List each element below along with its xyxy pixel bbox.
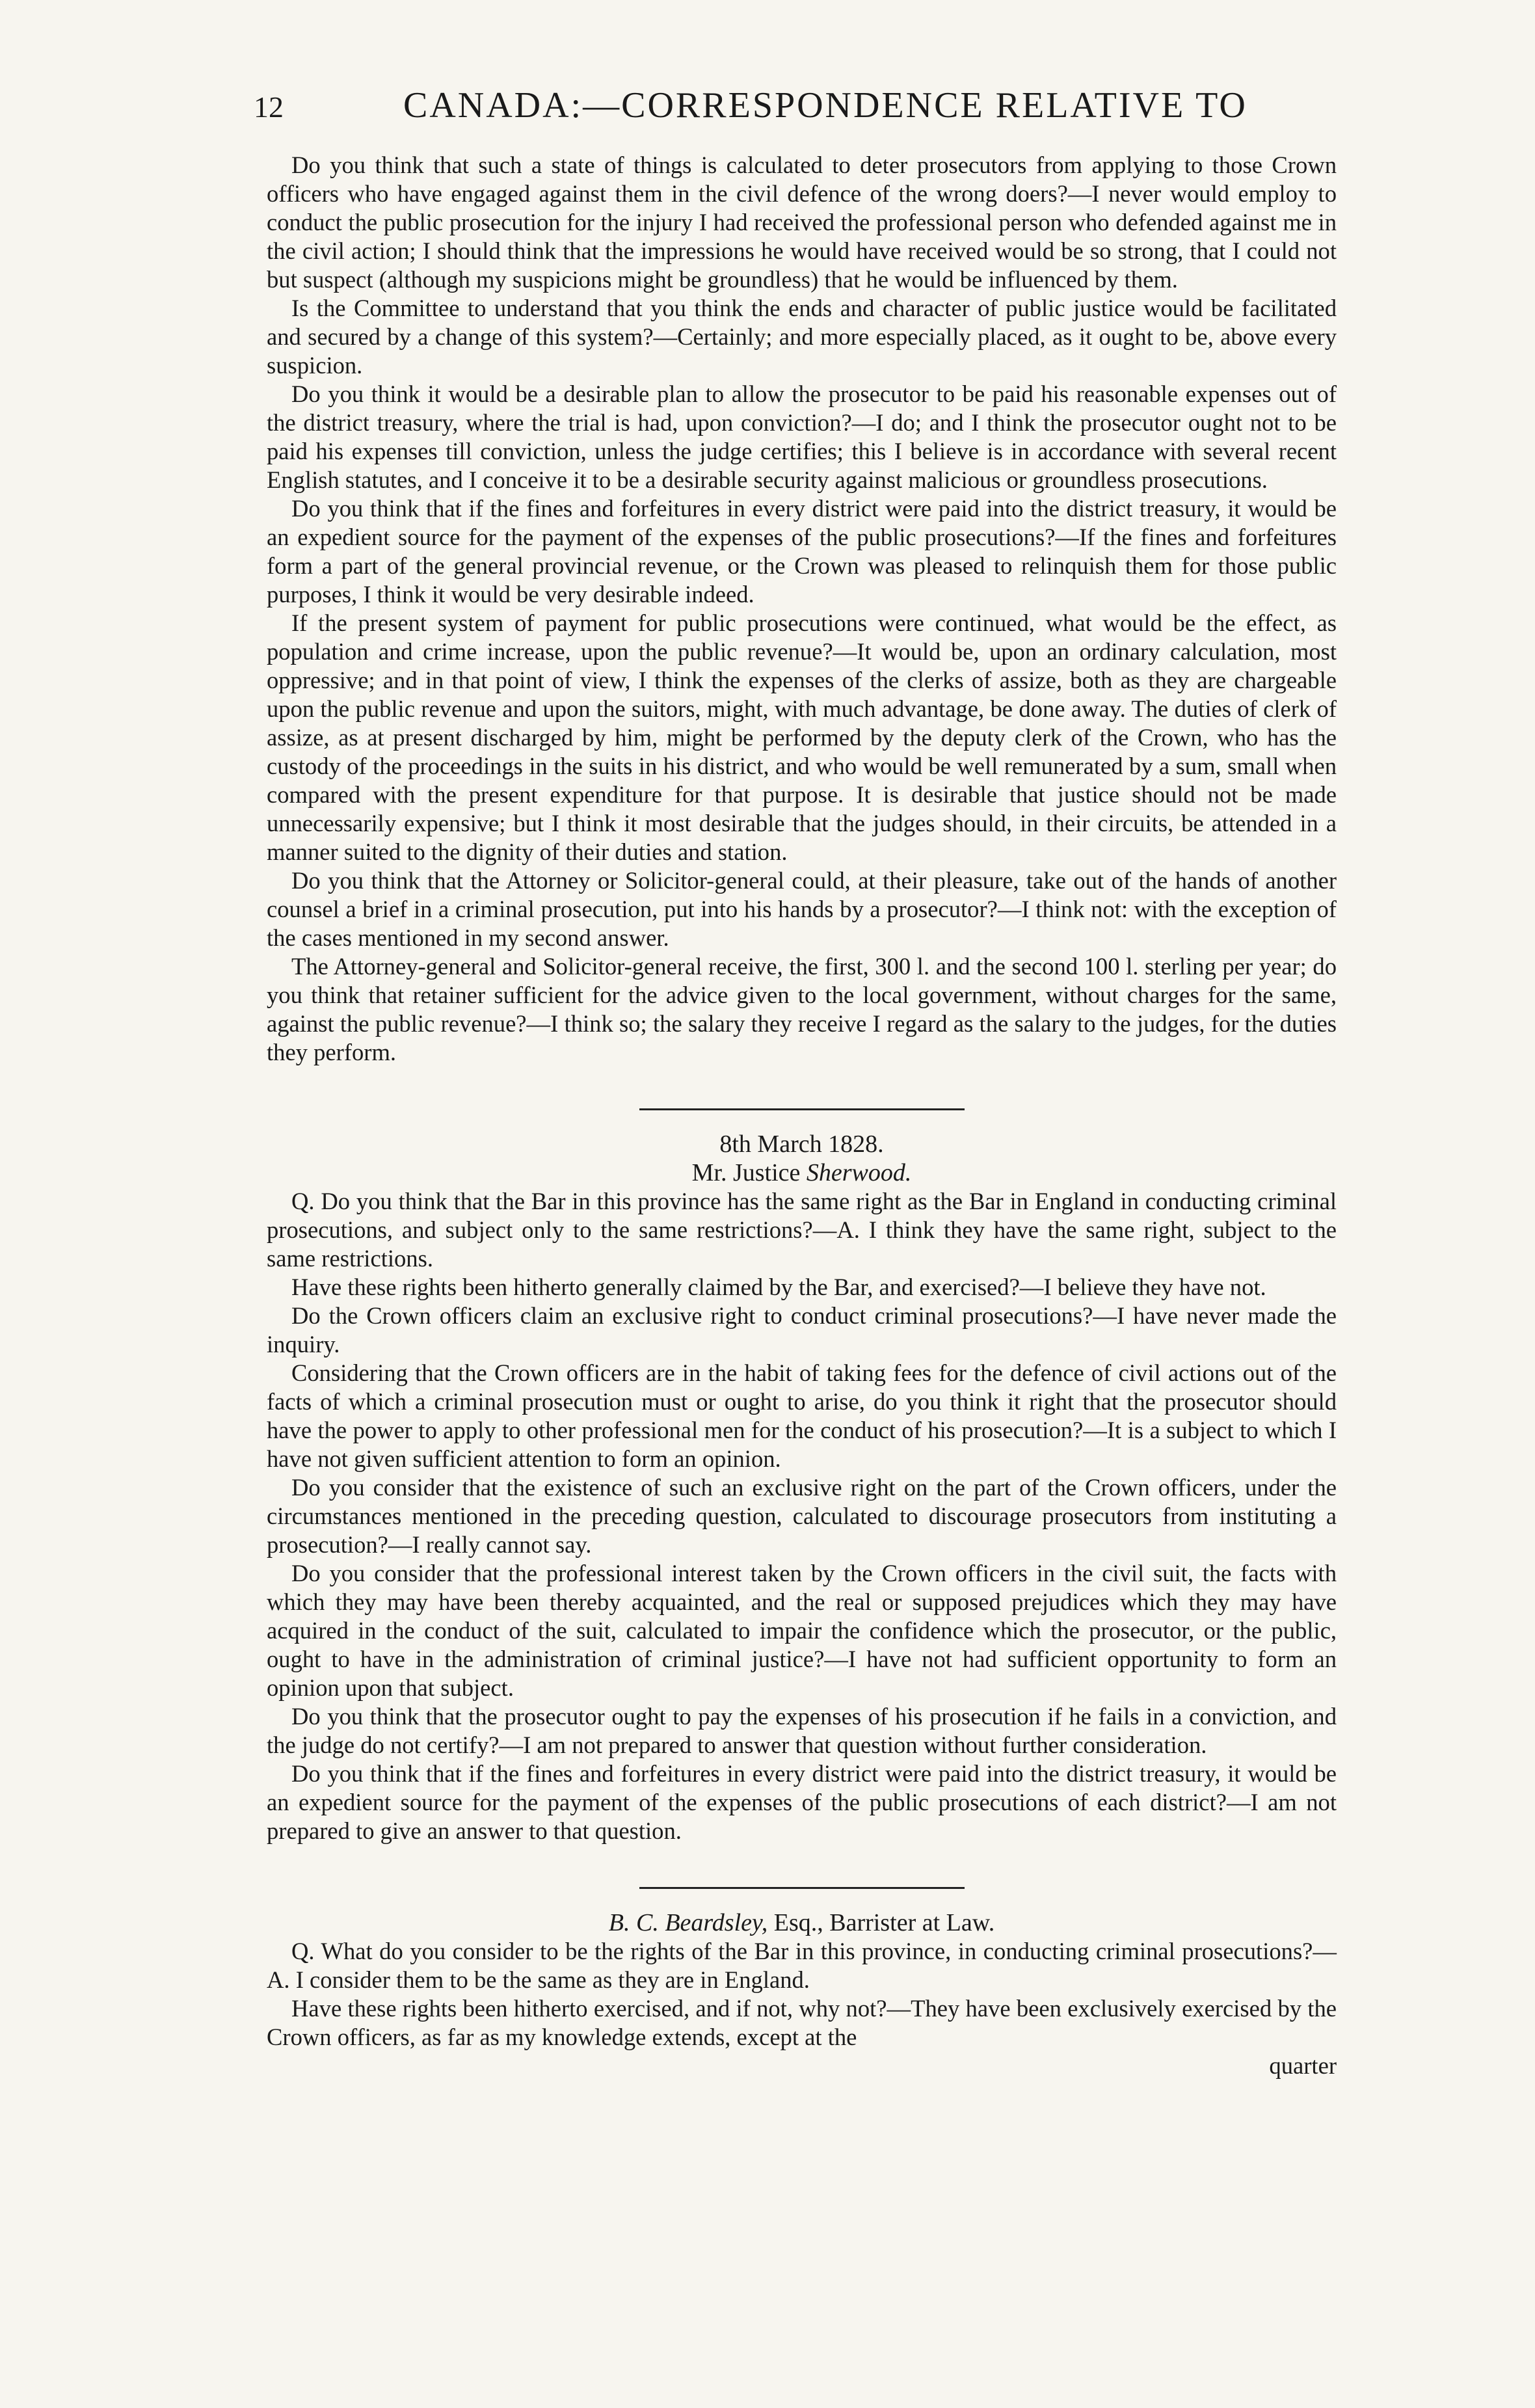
catchword: quarter (1269, 2052, 1337, 2079)
section-testimony-2 (267, 1130, 1337, 1845)
paragraph: Considering that the Crown officers are in the habit of taking fees for the defence of civil actions out of the facts of which a criminal prosecution must or ought to arise, do you think it right that the prosecutor should have the power to apply to other professional men for the conduct of his prosecution?—It is a subject to which I have not given sufficient attention to form an opinion. (267, 1359, 1337, 1472)
section-divider (639, 1887, 965, 1889)
testimony-date: 8th March 1828. (719, 1130, 884, 1158)
witness-heading (267, 1908, 1337, 1937)
paragraph: Q. Do you think that the Bar in this province has the same right as the Bar in England in conducting criminal prosecutions, and subject only to the same restrictions?—A. I think they have the same right, subject to the same restrictions. (267, 1188, 1337, 1272)
witness-title: Mr. Justice (691, 1159, 801, 1186)
section-testimony-1 (267, 151, 1337, 1067)
paragraph: Do you think it would be a desirable plan to allow the prosecutor to be paid his reasonable expenses out of the district treasury, where the trial is had, upon conviction?—I do; and I think the prosecutor ought not to be paid his expenses till conviction, unless the judge certifies; this I believe is in accordance with several recent English statutes, and I conceive it to be a desirable security against malicious or groundless prosecutions. (267, 381, 1337, 493)
page-header (254, 85, 1333, 137)
witness-name: Sherwood. (806, 1159, 912, 1186)
paragraph: Have these rights been hitherto exercised, and if not, why not?—They have been exclusively exercised by the Crown officers, as far as my knowledge extends, except at the (267, 1995, 1337, 2050)
witness-title: Esq., Barrister at Law. (773, 1909, 995, 1936)
paragraph: Do you think that if the fines and forfeitures in every district were paid into the district treasury, it would be an expedient source for the payment of the expenses of the public prosecutions?—If the fines and forfeitures form a part of the general provincial revenue, or the Crown was pleased to relinquish them for those public purposes, I think it would be very desirable indeed. (267, 495, 1337, 608)
witness-name: B. C. Beardsley, (608, 1909, 768, 1936)
section-testimony-3 (267, 1908, 1337, 2080)
page-body (267, 151, 1337, 2080)
paragraph: Do you consider that the professional interest taken by the Crown officers in the civil suit, the facts with which they may have been thereby acquainted, and the real or supposed prejudices which they may have acquired in the conduct of the suit, calculated to impair the confidence which the prosecutor, or the public, ought to have in the administration of criminal justice?—I have not had sufficient opportunity to form an opinion upon that subject. (267, 1560, 1337, 1701)
paragraph: Do you think that if the fines and forfeitures in every district were paid into the district treasury, it would be an expedient source for the payment of the expenses of the public prosecutions of each district?—I am not prepared to give an answer to that question. (267, 1760, 1337, 1844)
paragraph: If the present system of payment for public prosecutions were continued, what would be the effect, as population and crime increase, upon the public revenue?—It would be, upon an ordinary calculation, most oppressive; and in that point of view, I think the expenses of the clerks of assize, both as they are chargeable upon the public revenue and upon the suitors, might, with much advantage, be done away. The duties of clerk of assize, as at present discharged by him, might be performed by the deputy clerk of the Crown, who has the custody of the proceedings in the suits in his district, and who would be well remunerated by a sum, small when compared with the present expenditure for that purpose. It is desirable that justice should not be made unnecessarily expensive; but I think it most desirable that the judges should, in their circuits, be attended in a manner suited to the dignity of their duties and station. (267, 609, 1337, 865)
paragraph: Do you think that the prosecutor ought to pay the expenses of his prosecution if he fails in a conviction, and the judge do not certify?—I am not prepared to answer that question without further consideration. (267, 1703, 1337, 1758)
running-head: CANADA:—CORRESPONDENCE RELATIVE TO (403, 85, 1248, 126)
paragraph: Have these rights been hitherto generally claimed by the Bar, and exercised?—I believe they have not. (291, 1274, 1266, 1300)
paragraph: Do you think that such a state of things is calculated to deter prosecutors from applying to those Crown officers who have engaged against them in the civil defence of the wrong doers?—I never would employ to conduct the public prosecution for the injury I had received the professional person who defended against me in the civil action; I should think that the impressions he would have received would be so strong, that I could not but suspect (although my suspicions might be groundless) that he would be influenced by them. (267, 152, 1337, 293)
paragraph: Do you think that the Attorney or Solicitor-general could, at their pleasure, take out of the hands of another counsel a brief in a criminal prosecution, put into his hands by a prosecutor?—I think not: with the exception of the cases mentioned in my second answer. (267, 867, 1337, 951)
paragraph: Do you consider that the existence of such an exclusive right on the part of the Crown officers, under the circumstances mentioned in the preceding question, calculated to discourage prosecutors from instituting a prosecution?—I really cannot say. (267, 1474, 1337, 1558)
paragraph: Do the Crown officers claim an exclusive right to conduct criminal prosecutions?—I have never made the inquiry. (267, 1302, 1337, 1358)
section-divider (639, 1108, 965, 1110)
paragraph: Is the Committee to understand that you think the ends and character of public justice would be facilitated and secured by a change of this system?—Certainly; and more especially placed, as it ought to be, above every suspicion. (267, 295, 1337, 379)
page-number: 12 (254, 90, 284, 124)
witness-heading (267, 1158, 1337, 1187)
paragraph: Q. What do you consider to be the rights of the Bar in this province, in conducting criminal prosecutions?—A. I consider them to be the same as they are in England. (267, 1938, 1337, 1993)
paragraph: The Attorney-general and Solicitor-general receive, the first, 300 l. and the second 100 l. sterling per year; do you think that retainer sufficient for the advice given to the local government, without charges for the same, against the public revenue?—I think so; the salary they receive I regard as the salary to the judges, for the duties they perform. (267, 953, 1337, 1065)
